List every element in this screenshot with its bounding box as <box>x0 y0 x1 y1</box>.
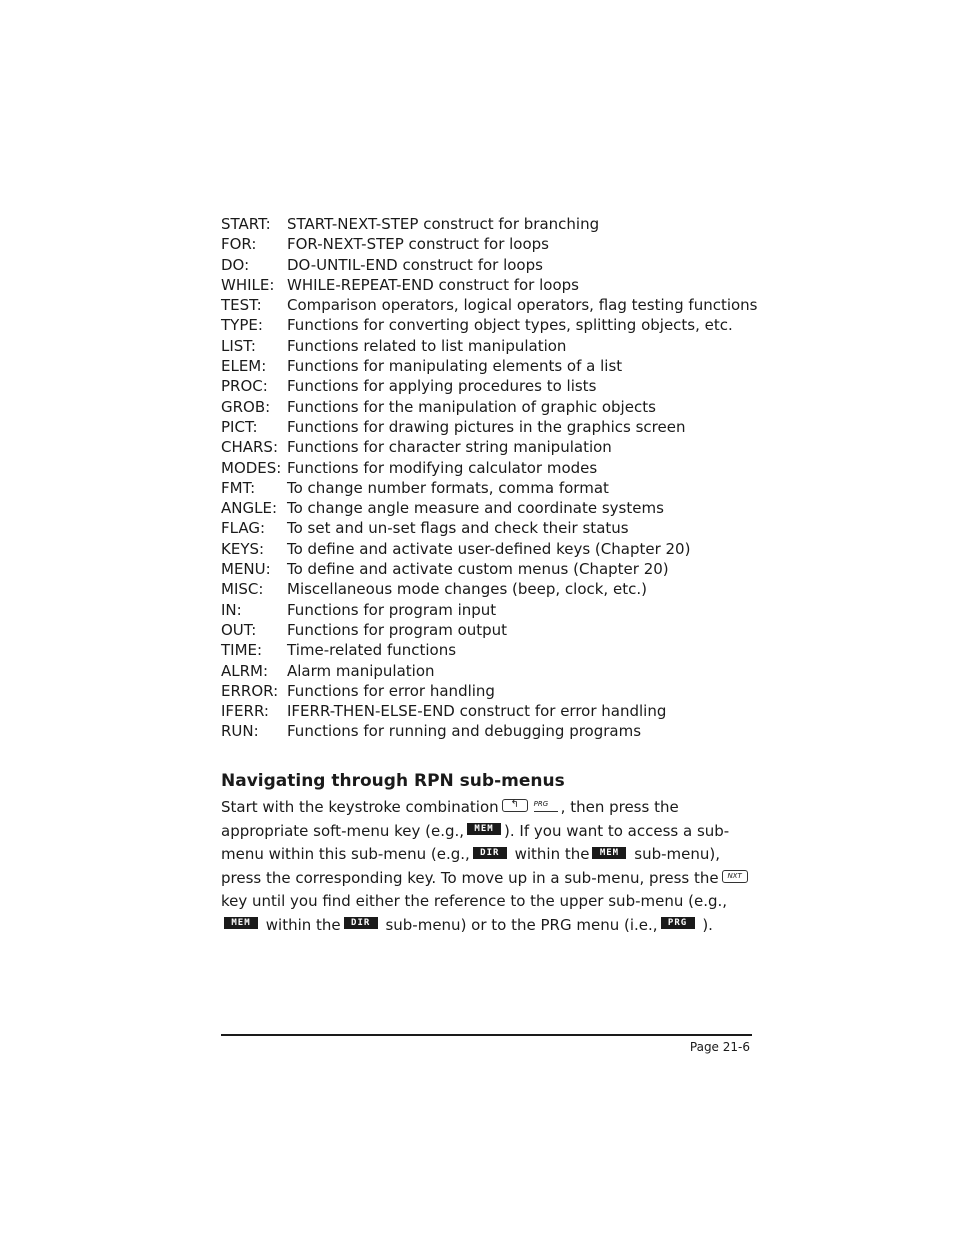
list-item <box>221 214 761 234</box>
list-item <box>221 640 761 660</box>
menu-description: Functions for the manipulation of graphic objects <box>287 397 656 416</box>
menu-description: To set and un-set flags and check their status <box>287 519 629 538</box>
list-item <box>221 417 761 437</box>
mem-softkey-icon: MEM <box>592 847 626 859</box>
paragraph-text: within the <box>514 845 590 864</box>
menu-description: Functions for applying procedures to lists <box>287 377 597 396</box>
list-item <box>221 376 761 396</box>
menu-description: Functions for drawing pictures in the graphics screen <box>287 417 686 436</box>
menu-key: DO: <box>221 255 250 274</box>
menu-description: Functions for running and debugging programs <box>287 722 642 741</box>
list-item <box>221 275 761 295</box>
menu-description: Functions for converting object types, splitting objects, etc. <box>287 316 733 335</box>
mem-softkey-icon: MEM <box>224 917 258 929</box>
menu-key: GROB: <box>221 397 271 416</box>
list-item <box>221 701 761 721</box>
list-item <box>221 356 761 376</box>
footer-divider <box>221 1034 752 1036</box>
menu-key: KEYS: <box>221 539 265 558</box>
menu-key: TIME: <box>221 641 263 660</box>
menu-key: MISC: <box>221 580 264 599</box>
menu-description: IFERR-THEN-ELSE-END construct for error handling <box>287 702 667 721</box>
menu-key: FMT: <box>221 478 256 497</box>
section-heading: Navigating through RPN sub-menus <box>221 771 565 791</box>
menu-key: PROC: <box>221 377 268 396</box>
page-number: Page 21-6 <box>689 1040 750 1054</box>
menu-description: To change number formats, comma format <box>287 478 609 497</box>
menu-description: Functions for manipulating elements of a list <box>287 357 623 376</box>
menu-key: ALRM: <box>221 661 269 680</box>
list-item <box>221 315 761 335</box>
section-paragraph <box>221 796 751 938</box>
menu-key: OUT: <box>221 620 257 639</box>
menu-description: To change angle measure and coordinate systems <box>287 499 664 518</box>
menu-description: Functions related to list manipulation <box>287 336 567 355</box>
paragraph-text: , then press the appropriate soft-menu key (e.g., <box>221 798 679 840</box>
paragraph-text: ). If you want to access a sub-menu within this sub-menu (e.g., <box>221 821 730 864</box>
paragraph-text: sub-menu), press the corresponding key. To move up in a sub-menu, press the <box>221 845 720 887</box>
menu-key: FLAG: <box>221 519 266 538</box>
list-item <box>221 620 761 640</box>
menu-key: ERROR: <box>221 681 279 700</box>
list-item <box>221 458 761 478</box>
menu-description: To define and activate custom menus (Chapter 20) <box>287 560 669 579</box>
paragraph-text: key until you find either the reference to the upper sub-menu (e.g., <box>221 892 728 911</box>
list-item <box>221 234 761 254</box>
menu-description: Time-related functions <box>287 641 457 660</box>
list-item <box>221 255 761 275</box>
list-item <box>221 518 761 538</box>
menu-description: START-NEXT-STEP construct for branching <box>287 215 600 233</box>
list-item <box>221 661 761 681</box>
menu-description: Functions for character string manipulation <box>287 438 612 457</box>
list-item <box>221 498 761 518</box>
menu-key: TEST: <box>221 296 262 315</box>
menu-description: Comparison operators, logical operators, flag testing functions <box>287 296 758 315</box>
menu-key: START: <box>221 215 271 233</box>
menu-description: Alarm manipulation <box>287 661 435 680</box>
menu-description: FOR-NEXT-STEP construct for loops <box>287 235 549 254</box>
menu-key: IFERR: <box>221 702 269 721</box>
list-item <box>221 478 761 498</box>
list-item <box>221 397 761 417</box>
mem-softkey-icon: MEM <box>467 823 501 835</box>
nxt-key-icon: NXT <box>722 870 748 883</box>
left-shift-key-icon: ↰ <box>502 799 528 812</box>
menu-key: WHILE: <box>221 275 275 294</box>
menu-key: PICT: <box>221 417 258 436</box>
menu-list <box>221 214 761 742</box>
menu-key: ANGLE: <box>221 499 277 518</box>
menu-key: TYPE: <box>221 316 263 335</box>
paragraph-text: Start with the keystroke combination <box>221 798 499 816</box>
menu-description: Functions for program input <box>287 600 497 619</box>
list-item <box>221 579 761 599</box>
list-item <box>221 721 761 741</box>
list-item <box>221 336 761 356</box>
menu-key: ELEM: <box>221 357 267 376</box>
paragraph-text: sub-menu) or to the PRG menu (i.e., <box>385 915 658 934</box>
prg-softkey-icon: PRG <box>661 917 695 929</box>
menu-key: MODES: <box>221 458 282 477</box>
prg-key-icon: PRG <box>534 800 558 812</box>
list-item <box>221 437 761 457</box>
menu-description: Functions for error handling <box>287 681 495 700</box>
paragraph-text: ). <box>702 915 713 934</box>
list-item <box>221 681 761 701</box>
menu-description: DO-UNTIL-END construct for loops <box>287 255 543 274</box>
menu-key: MENU: <box>221 560 271 579</box>
menu-key: FOR: <box>221 235 257 254</box>
menu-description: WHILE-REPEAT-END construct for loops <box>287 275 579 294</box>
list-item <box>221 600 761 620</box>
paragraph-text: within the <box>265 915 341 934</box>
menu-key: CHARS: <box>221 438 279 457</box>
menu-description: Functions for program output <box>287 620 508 639</box>
list-item <box>221 539 761 559</box>
menu-key: LIST: <box>221 336 256 355</box>
dir-softkey-icon: DIR <box>473 847 507 859</box>
list-item <box>221 295 761 315</box>
list-item <box>221 559 761 579</box>
menu-key: RUN: <box>221 722 259 741</box>
menu-key: IN: <box>221 600 242 619</box>
menu-description: Functions for modifying calculator modes <box>287 458 598 477</box>
dir-softkey-icon: DIR <box>344 917 378 929</box>
menu-description: To define and activate user-defined keys (Chapter 20) <box>287 539 691 558</box>
menu-description: Miscellaneous mode changes (beep, clock, etc.) <box>287 580 647 599</box>
